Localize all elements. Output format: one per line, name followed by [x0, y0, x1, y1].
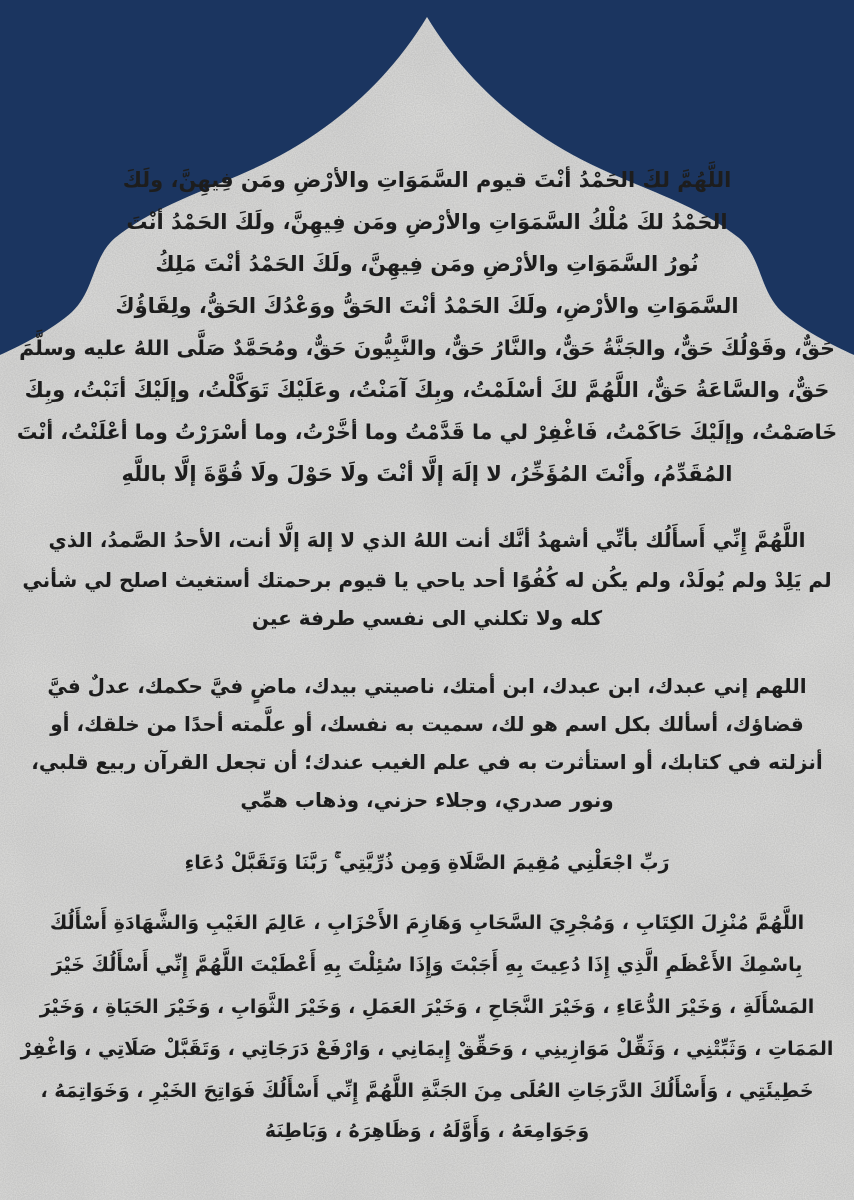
dua-line: نُورُ السَّمَوَاتِ والأرْضِ ومَن فِيهِنَّ، ولَكَ الحَمْدُ أنْتَ مَلِكُ — [155, 252, 699, 276]
dua-line: قضاؤك، أسألك بكل اسم هو لك، سميت به نفسك، أو علَّمته أحدًا من خلقك، أو — [50, 712, 804, 736]
dua-line: اللَّهُمَّ إِنِّي أَسأَلُك بأنِّي أشهدُ أنَّك أنت اللهُ الذي لا إلهَ إلَّا أنت، الأحدُ الصَّمدُ، الذي — [48, 528, 806, 552]
dua-line: المُقَدِّمُ، وأَنْتَ المُؤَخِّرُ، لا إلَهَ إلَّا أنْتَ ولَا حَوْلَ ولَا قُوَّةَ إلَّا باللَّهِ — [121, 462, 733, 486]
dua-line: وَجَوَامِعَهُ ، وَأَوَّلَهُ ، وَظَاهِرَهُ ، وَبَاطِنَهُ — [264, 1120, 590, 1142]
dua-line: المَمَاتِ ، وَثَبِّتْنِي ، وَثَقِّلْ مَوَازِينِي ، وَحَقِّقْ إِيمَانِي ، وَارْفَعْ دَرَجَاتِي ، وَتَقَبَّلْ صَلَاتِي ، وَاغْفِرْ — [20, 1038, 834, 1060]
dua-line: كله ولا تكلني الى نفسي طرفة عين — [251, 606, 603, 630]
dua-line: السَّمَوَاتِ والأرْضِ، ولَكَ الحَمْدُ أنْتَ الحَقُّ ووَعْدُكَ الحَقُّ، ولِقَاؤُكَ — [115, 294, 739, 318]
dua-line: حَقٌّ، وقَوْلُكَ حَقٌّ، والجَنَّةُ حَقٌّ، والنَّارُ حَقٌّ، والنَّبِيُّونَ حَقٌّ، ومُحَمَّدٌ صَلَّى اللهُ عليه وسلَّمَ — [19, 336, 835, 360]
dua-line: خَاصَمْتُ، وإلَيْكَ حَاكَمْتُ، فَاغْفِرْ لي ما قَدَّمْتُ وما أخَّرْتُ، وما أسْرَرْتُ وما أعْلَنْتُ، أنْتَ — [16, 420, 838, 444]
dua-line: الحَمْدُ لكَ مُلْكُ السَّمَوَاتِ والأرْضِ ومَن فِيهِنَّ، ولَكَ الحَمْدُ أنْتَ — [126, 210, 728, 234]
dua-line: أنزلته في كتابك، أو استأثرت به في علم الغيب عندك؛ أن تجعل القرآن ربيع قلبي، — [31, 750, 823, 774]
dua-line: ونور صدري، وجلاء حزني، وذهاب همِّي — [240, 788, 614, 812]
dua-line: اللهم إني عبدك، ابن عبدك، ابن أمتك، ناصيتي بيدك، ماضٍ فيَّ حكمك، عدلٌ فيَّ — [47, 674, 807, 698]
dua-line: اللَّهُمَّ مُنْزِلَ الكِتَابِ ، وَمُجْرِيَ السَّحَابِ وَهَازِمَ الأَحْزَابِ ، عَالِمَ الغَيْبِ وَالشَّهَادَةِ أَسْأَلُكَ — [49, 912, 805, 934]
dua-line: اللَّهُمَّ لكَ الحَمْدُ أنْتَ قيوم السَّمَوَاتِ والأرْضِ ومَن فِيهِنَّ، ولَكَ — [122, 168, 732, 192]
dua-line: لم يَلِدْ ولم يُولَدْ، ولم يكُن له كُفُوًا أحد ياحي يا قيوم برحمتك أستغيث اصلح لي شأني — [22, 568, 832, 592]
dua-line: حَقٌّ، والسَّاعَةُ حَقٌّ، اللَّهُمَّ لكَ أسْلَمْتُ، وبِكَ آمَنْتُ، وعَلَيْكَ تَوَكَّلْتُ، وإلَيْكَ أنَبْتُ، وبِكَ — [24, 378, 830, 402]
dua-line: رَبِّ اجْعَلْنِي مُقِيمَ الصَّلَاةِ وَمِن ذُرِّيَّتِي ۚ رَبَّنَا وَتَقَبَّلْ دُعَاءِ — [184, 852, 670, 874]
dua-line: بِاسْمِكَ الأَعْظَمِ الَّذِي إِذَا دُعِيتَ بِهِ أَجَبْتَ وَإِذَا سُئِلْتَ بِهِ أَعْطَيْتَ اللَّهُمَّ إِنِّي أَسْأَلُكَ خَيْرَ — [51, 954, 803, 976]
dua-line: خَطِيئَتِي ، وَأَسْأَلُكَ الدَّرَجَاتِ العُلَى مِنَ الجَنَّةِ اللَّهُمَّ إِنِّي أَسْأَلُكَ فَوَاتِحَ الخَيْرِ ، وَخَوَاتِمَهُ ، — [40, 1080, 814, 1102]
dua-line: المَسْأَلَةِ ، وَخَيْرَ الدُّعَاءِ ، وَخَيْرَ النَّجَاحِ ، وَخَيْرَ العَمَلِ ، وَخَيْرَ الثَّوَابِ ، وَخَيْرَ الحَيَاةِ ، وَخَيْرَ — [39, 996, 815, 1018]
